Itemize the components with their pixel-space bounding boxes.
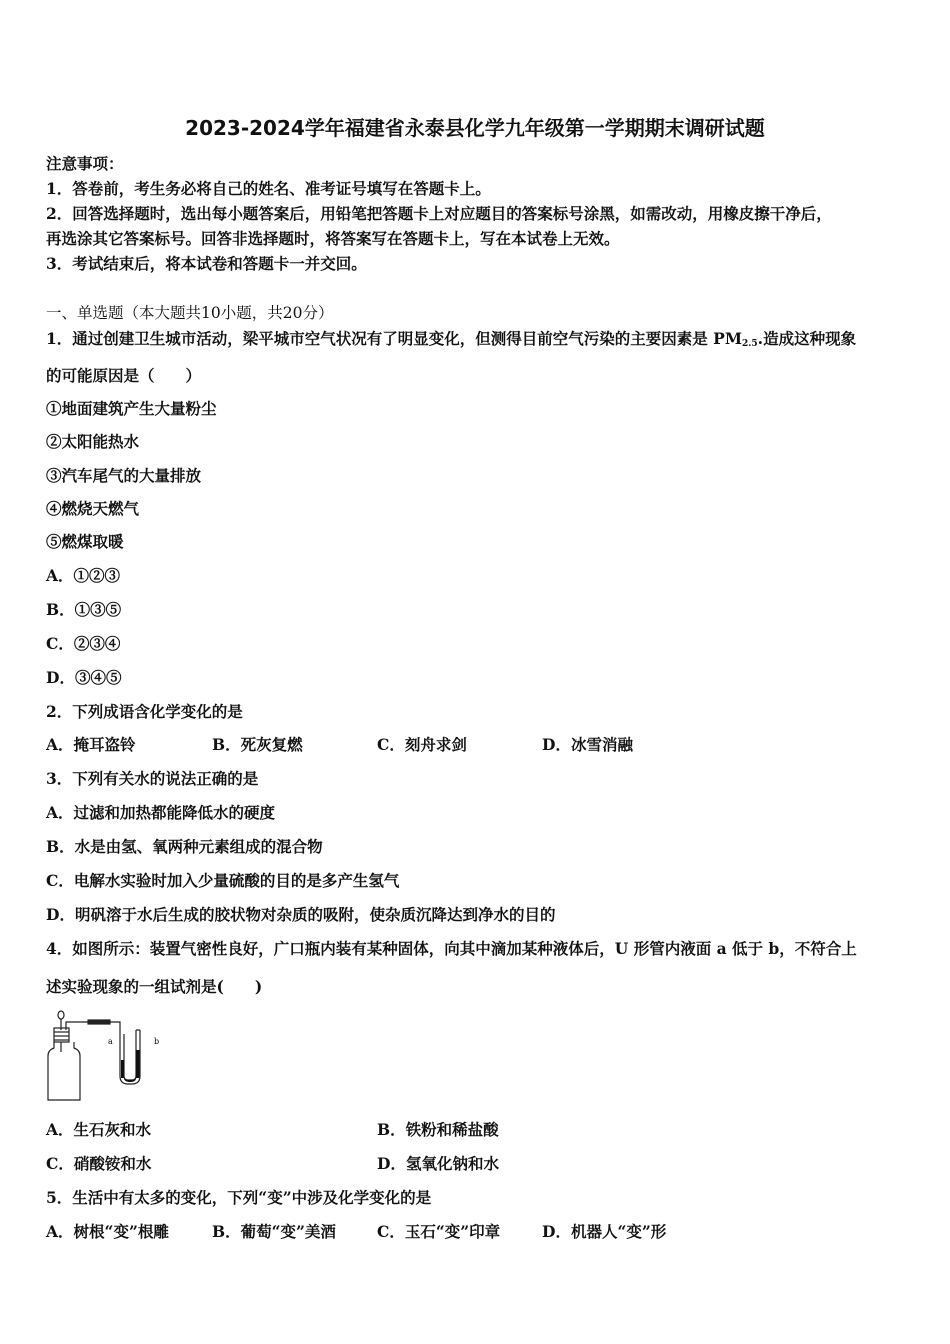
notice-item-3: 3．考试结束后，将本试卷和答题卡一并交回。 — [46, 254, 367, 273]
exam-title: 2023-2024学年福建省永泰县化学九年级第一学期期末调研试题 — [185, 116, 765, 140]
notice-heading: 注意事项： — [46, 154, 124, 173]
q1-option-c: C．②③④ — [46, 634, 121, 653]
wide-mouth-bottle — [48, 1042, 80, 1100]
q2-stem: 2．下列成语含化学变化的是 — [46, 702, 243, 721]
q2-option-a: A．掩耳盗铃 — [46, 735, 136, 754]
q1-item-1: ①地面建筑产生大量粉尘 — [46, 399, 217, 418]
dropper-bulb — [58, 1011, 64, 1019]
q4-stem-line1: 4．如图所示：装置气密性良好，广口瓶内装有某种固体，向其中滴加某种液体后，U 形管内液面 a 低于 b，不符合上 — [46, 939, 857, 958]
q1-stem-line1 — [46, 327, 856, 349]
q4-option-a: A．生石灰和水 — [46, 1120, 152, 1139]
q1-stem-text: 1．通过创建卫生城市活动，梁平城市空气状况有了明显变化，但测得目前空气污染的主要因素是 PM — [46, 329, 742, 348]
q5-option-c: C．玉石“变”印章 — [377, 1222, 501, 1241]
q5-option-b: B．葡萄“变”美酒 — [212, 1222, 336, 1241]
q3-option-a: A．过滤和加热都能降低水的硬度 — [46, 803, 276, 822]
q2-option-d: D．冰雪消融 — [542, 735, 633, 754]
q1-option-d: D．③④⑤ — [46, 668, 122, 687]
pm-subscript: 2.5 — [742, 339, 758, 349]
q1-item-3: ③汽车尾气的大量排放 — [46, 466, 202, 485]
q3-option-d: D．明矾溶于水后生成的胶状物对杂质的吸附，使杂质沉降达到净水的目的 — [46, 905, 556, 924]
q4-option-c: C．硝酸铵和水 — [46, 1154, 152, 1173]
notice-item-2-cont: 再选涂其它答案标号。回答非选择题时，将答案写在答题卡上，写在本试卷上无效。 — [46, 229, 620, 248]
q1-option-a: A．①②③ — [46, 566, 121, 585]
label-a: a — [108, 1037, 113, 1046]
q5-option-d: D．机器人“变”形 — [542, 1222, 667, 1241]
q4-stem-line2: 述实验现象的一组试剂是( ) — [46, 977, 263, 996]
q1-option-b: B．①③⑤ — [46, 600, 122, 619]
q1-stem-text-end: .造成这种现象 — [757, 329, 857, 348]
q1-item-4: ④燃烧天燃气 — [46, 499, 140, 518]
q2-option-c: C．刻舟求剑 — [377, 735, 467, 754]
notice-item-2: 2．回答选择题时，选出每小题答案后，用铅笔把答题卡上对应题目的答案标号涂黑，如需改动，用橡皮擦干净后， — [46, 204, 832, 223]
label-b: b — [154, 1037, 160, 1046]
q3-option-b: B．水是由氢、氧两种元素组成的混合物 — [46, 837, 323, 856]
u-tube-apparatus-figure — [44, 1008, 174, 1103]
section-heading: 一、单选题（本大题共10小题，共20分） — [46, 304, 334, 322]
q4-option-b: B．铁粉和稀盐酸 — [377, 1120, 499, 1139]
q2-option-b: B．死灰复燃 — [212, 735, 303, 754]
q3-option-c: C．电解水实验时加入少量硫酸的目的是多产生氢气 — [46, 871, 400, 890]
notice-item-1: 1．答卷前，考生务必将自己的姓名、准考证号填写在答题卡上。 — [46, 179, 491, 198]
q5-stem: 5．生活中有太多的变化，下列“变”中涉及化学变化的是 — [46, 1188, 432, 1207]
q3-stem: 3．下列有关水的说法正确的是 — [46, 769, 259, 788]
q5-option-a: A．树根“变”根雕 — [46, 1222, 169, 1241]
q1-item-5: ⑤燃煤取暖 — [46, 532, 124, 551]
q1-stem-line2: 的可能原因是（ ） — [46, 366, 202, 385]
q4-option-d: D．氢氧化钠和水 — [377, 1154, 499, 1173]
q1-item-2: ②太阳能热水 — [46, 432, 140, 451]
